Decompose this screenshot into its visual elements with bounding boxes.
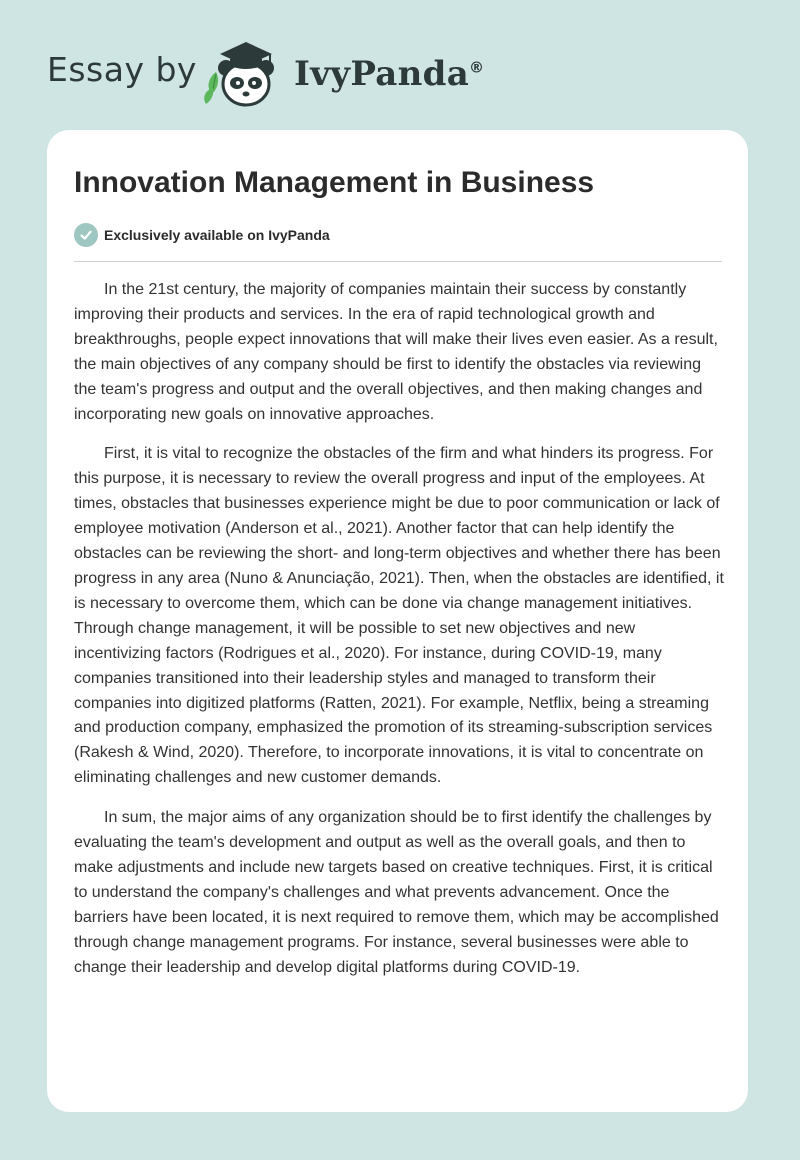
- panda-graduate-icon[interactable]: [200, 32, 292, 110]
- site-header: [0, 0, 800, 130]
- essay-by-label: Essay by: [47, 50, 197, 89]
- brand-name[interactable]: IvyPanda®: [294, 54, 485, 94]
- check-circle-icon: [74, 223, 98, 247]
- paragraph-2: First, it is vital to recognize the obstacles of the firm and what hinders its progress. For this purpose, it is necessary to review the overall progress and input of the employees. At times, obstacles that businesses experience might be due to poor communication or lack of employee motivation (Anderson et al., 2021). Another factor that can help identify the obstacles can be reviewing the short- and long-term objectives and whether there has been progress in any area (Nuno & Anunciação, 2021). Then, when the obstacles are identified, it is necessary to overcome them, which can be done via change management initiatives. Through change management, it will be possible to set new objectives and new incentivizing factors (Rodrigues et al., 2020). For instance, during COVID-19, many companies transitioned into their leadership styles and managed to transform their companies into digitized platforms (Ratten, 2021). For example, Netflix, being a streaming and production company, emphasized the promotion of its streaming-subscription services (Rakesh & Wind, 2020). Therefore, to incorporate innovations, it is vital to concentrate on eliminating challenges and new customer demands.: [74, 445, 724, 787]
- essay-card: [47, 130, 748, 1112]
- exclusive-badge: [74, 222, 330, 248]
- essay-body: [74, 278, 724, 995]
- leaf-icon: [204, 72, 218, 104]
- title-divider: [74, 261, 722, 262]
- essay-title: Innovation Management in Business: [74, 166, 595, 199]
- paragraph-3: In sum, the major aims of any organization should be to first identify the challenges by evaluating the team's development and output as well as the overall goals, and then to make adjustments and include new targets based on creative techniques. First, it is critical to understand the company's challenges and what prevents advancement. Once the barriers have been located, it is next required to remove them, which may be accomplished through change management programs. For instance, several businesses were able to change their leadership and develop digital platforms during COVID-19.: [74, 809, 719, 976]
- registered-mark: ®: [469, 58, 485, 77]
- paragraph-1: In the 21st century, the majority of companies maintain their success by constantly improving their products and services. In the era of rapid technological growth and breakthroughs, people expect innovations that will make their lives even easier. As a result, the main objectives of any company should be first to identify the obstacles via reviewing the team's progress and output and the overall objectives, and then making changes and incorporating new goals on innovative approaches.: [74, 281, 718, 423]
- exclusive-badge-text: Exclusively available on IvyPanda: [104, 227, 330, 243]
